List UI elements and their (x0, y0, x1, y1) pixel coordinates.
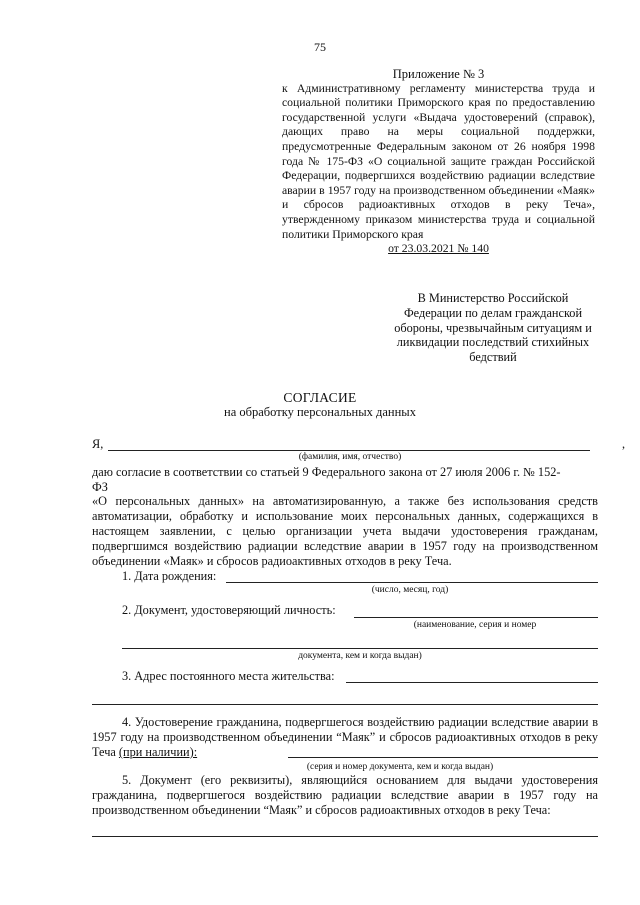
certificate-hint: (серия и номер документа, кем и когда выдан) (306, 762, 494, 772)
appendix-title: Приложение № 3 (392, 67, 485, 81)
birth-date-hint: (число, месяц, год) (371, 585, 449, 595)
consent-line-2: ФЗ (92, 480, 108, 494)
appendix-text: к Административному регламенту министерства труда и социальной политики Приморского края по предоставлению государственной услуги «Выдача удостоверений (справок), дающих право на меры социальной поддержки, предусмотренные Федеральным законом от 26 ноября 1998 года № 175-ФЗ «О социальной защите граждан Российской Федерации, подвергшихся воздействию радиации вследствие аварии в 1957 году на производственном объединении «Маяк» и сбросов радиоактивных отходов в реку Теча», утвержденному приказом министерства труда и социальной политики Приморского края (282, 81, 595, 241)
id-document-hint-1: (наименование, серия и номер (413, 620, 537, 630)
document-title: СОГЛАСИЕ (283, 390, 357, 405)
consent-line-1: даю согласие в соответствии со статьей 9 Федерального закона от 27 июля 2006 г. № 152- (92, 465, 561, 479)
birth-date-field[interactable] (226, 582, 598, 583)
certificate-field[interactable] (288, 757, 598, 758)
page-number: 75 (314, 40, 326, 54)
address-field[interactable] (346, 682, 598, 683)
certificate-text: 4. Удостоверение гражданина, подвергшегося воздействию радиации вследствие аварии в 1957 году на производственном объединении “Маяк” и сбросов радиоактивных отходов в реку Теча (92, 715, 598, 759)
id-document-field[interactable] (354, 617, 598, 618)
document-subtitle: на обработку персональных данных (224, 405, 416, 419)
trailing-comma: , (622, 437, 626, 451)
id-document-hint-2: документа, кем и когда выдан) (298, 651, 422, 661)
id-document-field-line-2[interactable] (122, 648, 598, 649)
birth-date-label: 1. Дата рождения: (122, 569, 217, 583)
consent-paragraph: «О персональных данных» на автоматизированную, а также без использования средств автоматизации, обработку и использование моих персональных данных, содержащихся в настоящем заявлении, с целью организации учета выдачи удостоверения гражданам, подвергшимся воздействию радиации вследствие аварии в 1957 году на производственном объединении «Маяк» и сбросов радиоактивных отходов в реку Теча. (92, 494, 598, 568)
appendix-block (282, 67, 595, 257)
address-field-line-2[interactable] (92, 704, 598, 705)
basis-document-field[interactable] (92, 836, 598, 837)
full-name-field[interactable] (108, 450, 590, 451)
order-reference-text: от 23.03.2021 № 140 (388, 242, 489, 256)
certificate-paragraph (92, 715, 598, 760)
certificate-optional-note: (при наличии): (118, 745, 198, 759)
full-name-hint: (фамилия, имя, отчество) (298, 452, 402, 462)
i-label: Я, (92, 437, 104, 451)
basis-document-paragraph: 5. Документ (его реквизиты), являющийся основанием для выдачи удостоверения гражданина, подвергшегося воздействию радиации вследствие аварии в 1957 году на производственном объединении “Маяк” и сбросов радиоактивных отходов в реку Теча: (92, 773, 598, 817)
address-label: 3. Адрес постоянного места жительства: (122, 669, 335, 683)
id-document-label: 2. Документ, удостоверяющий личность: (122, 603, 336, 617)
order-reference (282, 242, 595, 257)
addressee: В Министерство Российской Федерации по делам гражданской обороны, чрезвычайным ситуациям и ликвидации последствий стихийных бедствий (394, 291, 592, 365)
